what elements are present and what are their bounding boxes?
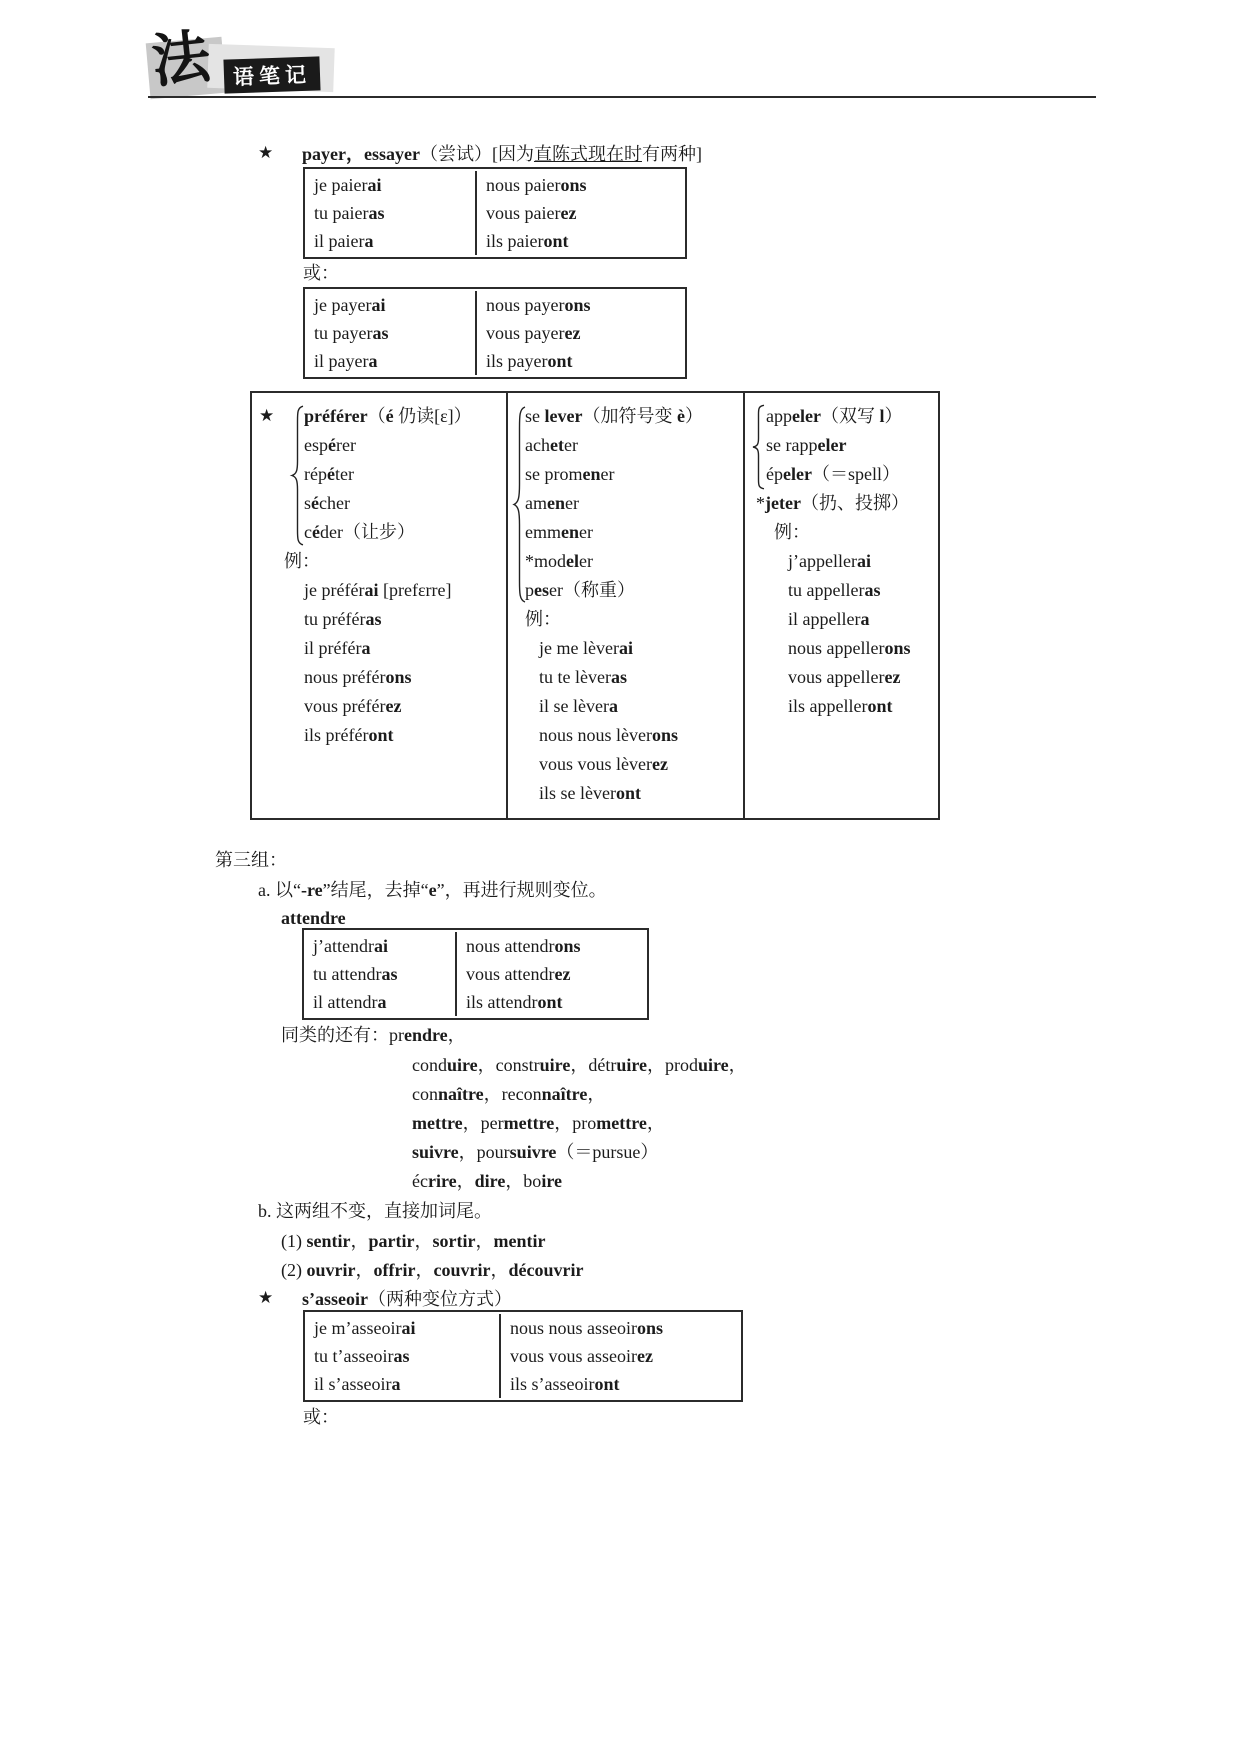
text-run: ons bbox=[564, 295, 591, 315]
text-run: ont bbox=[594, 1374, 620, 1394]
text-line: tu appelleras bbox=[788, 580, 881, 600]
payer-conjugation-table-1 bbox=[303, 167, 687, 259]
conjugation-row bbox=[305, 291, 685, 319]
conjugation-cell: vous payerez bbox=[486, 323, 581, 343]
conjugation-row bbox=[305, 199, 685, 227]
text-line: vous appellerez bbox=[788, 667, 901, 687]
text-line: acheter bbox=[525, 435, 578, 455]
text-line: ils se lèveront bbox=[539, 783, 641, 803]
conjugation-row bbox=[305, 171, 685, 199]
text-run: ai bbox=[373, 936, 388, 956]
text-run: mettre bbox=[596, 1113, 647, 1133]
text-run: eler bbox=[817, 435, 847, 455]
conjugation-cell: je paierai bbox=[305, 171, 477, 199]
text-run: partir bbox=[368, 1231, 415, 1251]
text-run: uire bbox=[539, 1055, 571, 1075]
attendre-conjugation-table bbox=[302, 928, 649, 1020]
text-run: offrir bbox=[373, 1260, 416, 1280]
text-run: naître bbox=[438, 1084, 484, 1104]
text-run: ons bbox=[884, 638, 911, 658]
text-run: sentir bbox=[306, 1231, 351, 1251]
text-run: ai bbox=[856, 551, 871, 571]
text-run: ons bbox=[560, 175, 587, 195]
text-run: couvrir bbox=[433, 1260, 491, 1280]
text-line: vous vous lèverez bbox=[539, 754, 668, 774]
conjugation-cell: vous vous asseoirez bbox=[510, 1346, 653, 1366]
asseoir-title: s’asseoir（两种变位方式） bbox=[302, 1289, 512, 1309]
conjugation-cell: je m’asseoirai bbox=[305, 1314, 501, 1342]
text-run: en bbox=[561, 522, 579, 542]
item-b-rule: b. 这两组不变，直接加词尾。 bbox=[258, 1201, 492, 1221]
asseoir-conjugation-table bbox=[303, 1310, 743, 1402]
text-run: el bbox=[566, 551, 580, 571]
text-run: ont bbox=[547, 351, 573, 371]
conjugation-row bbox=[305, 347, 685, 375]
text-run: eler bbox=[783, 464, 812, 484]
star-bullet: ★ bbox=[258, 143, 274, 162]
verb-list-1: (1) sentir，partir，sortir，mentir bbox=[281, 1231, 546, 1251]
text-run: eler bbox=[792, 406, 821, 426]
text-run: é bbox=[385, 406, 394, 426]
text-run: dire bbox=[474, 1171, 506, 1191]
text-line: emmener bbox=[525, 522, 593, 542]
text-run: a bbox=[361, 638, 371, 658]
similar-verbs-list bbox=[412, 1051, 747, 1196]
text-run: l bbox=[879, 406, 885, 426]
text-run: ai bbox=[364, 580, 379, 600]
item-a-rule: a. 以“-re”结尾，去掉“e”，再进行规则变位。 bbox=[258, 880, 607, 900]
conjugation-cell: il s’asseoira bbox=[305, 1370, 501, 1398]
text-run: ez bbox=[884, 667, 901, 687]
example-label: 例： bbox=[774, 522, 810, 542]
text-run: a bbox=[391, 1374, 401, 1394]
text-line: peser（称重） bbox=[525, 580, 635, 600]
text-run: en bbox=[582, 464, 601, 484]
text-run: a bbox=[608, 696, 618, 716]
text-line: suivre，poursuivre（＝pursue） bbox=[412, 1142, 659, 1162]
text-run: as bbox=[372, 323, 389, 343]
text-run: as bbox=[381, 964, 398, 984]
text-line: il se lèvera bbox=[539, 696, 618, 716]
brand-logo bbox=[146, 22, 346, 100]
text-run: ai bbox=[618, 638, 633, 658]
header-divider bbox=[148, 96, 1096, 98]
text-line: ils appelleront bbox=[788, 696, 893, 716]
text-run: rire bbox=[427, 1171, 457, 1191]
verb-groups-table bbox=[250, 391, 940, 820]
text-run: ons bbox=[554, 936, 581, 956]
text-line: conduire，construire，détruire，produire， bbox=[412, 1055, 747, 1075]
text-run: attendre bbox=[281, 908, 346, 928]
example-label: 例： bbox=[525, 609, 561, 629]
text-line: je préférai [prefɛrre] bbox=[304, 580, 452, 600]
logo-main-character: 法 bbox=[148, 22, 214, 96]
text-line: connaître，reconnaître， bbox=[412, 1084, 606, 1104]
text-line: il préféra bbox=[304, 638, 371, 658]
text-run: ont bbox=[867, 696, 893, 716]
text-run: mentir bbox=[493, 1231, 546, 1251]
conjugation-row bbox=[305, 1314, 741, 1342]
conjugation-cell: vous attendrez bbox=[466, 964, 571, 984]
text-run: ont bbox=[537, 992, 563, 1012]
conjugation-cell: il payera bbox=[305, 347, 477, 375]
text-run: jeter bbox=[765, 493, 801, 513]
text-run: as bbox=[368, 203, 385, 223]
text-run: -re bbox=[300, 880, 323, 900]
text-line: se lever（加符号变 è） bbox=[525, 406, 703, 426]
text-run: a bbox=[368, 351, 378, 371]
text-line: tu préféras bbox=[304, 609, 382, 629]
verb-list bbox=[525, 402, 743, 605]
or-label: 或： bbox=[303, 263, 339, 283]
conjugation-row bbox=[304, 932, 647, 960]
column-preferer-group bbox=[252, 393, 508, 818]
text-run: lever bbox=[544, 406, 583, 426]
text-run: en bbox=[547, 493, 565, 513]
conjugation-row bbox=[305, 1342, 741, 1370]
text-line: se promener bbox=[525, 464, 615, 484]
text-run: é bbox=[312, 522, 320, 542]
section-heading: 第三组： bbox=[215, 850, 287, 870]
conjugation-list bbox=[539, 634, 743, 808]
text-run: et bbox=[549, 435, 564, 455]
logo-subtitle: 语笔记 bbox=[223, 56, 320, 93]
text-line: se rappeler bbox=[766, 435, 847, 455]
text-line: je me lèverai bbox=[539, 638, 633, 658]
text-line: vous préférez bbox=[304, 696, 402, 716]
text-run: as bbox=[393, 1346, 410, 1366]
conjugation-cell: ils s’asseoiront bbox=[510, 1374, 620, 1394]
text-run: suivre bbox=[412, 1142, 459, 1162]
conjugation-row bbox=[305, 1370, 741, 1398]
conjugation-cell: il paiera bbox=[305, 227, 477, 255]
conjugation-list bbox=[788, 547, 938, 721]
text-line: nous préférons bbox=[304, 667, 412, 687]
brace-icon bbox=[290, 404, 305, 547]
conjugation-cell: tu payeras bbox=[305, 319, 477, 347]
conjugation-row bbox=[305, 319, 685, 347]
text-run: uire bbox=[447, 1055, 478, 1075]
text-run: ez bbox=[385, 696, 402, 716]
text-run: ont bbox=[368, 725, 394, 745]
payer-title: payer，essayer（尝试）[因为直陈式现在时有两种] bbox=[302, 144, 702, 164]
text-run: ons bbox=[651, 725, 678, 745]
text-run: s’asseoir bbox=[302, 1289, 368, 1309]
text-run: è bbox=[676, 406, 685, 426]
text-line: appeler（双写 l） bbox=[766, 406, 903, 426]
text-run: a bbox=[860, 609, 870, 629]
text-run: ez bbox=[651, 754, 668, 774]
text-line: *modeler bbox=[525, 551, 593, 571]
text-line: nous appellerons bbox=[788, 638, 911, 658]
text-run: as bbox=[864, 580, 881, 600]
text-run: ouvrir bbox=[306, 1260, 356, 1280]
text-line: préférer（é 仍读[ɛ]） bbox=[304, 406, 472, 426]
column-appeler-group bbox=[745, 393, 938, 818]
text-run: naître bbox=[541, 1084, 588, 1104]
brace-icon bbox=[751, 404, 766, 490]
text-run: ont bbox=[615, 783, 641, 803]
text-run: 直陈式现在时 bbox=[533, 144, 642, 164]
text-line: sécher bbox=[304, 493, 350, 513]
text-run: é bbox=[326, 464, 335, 484]
text-line: amener bbox=[525, 493, 579, 513]
text-run: as bbox=[610, 667, 627, 687]
text-line: il appellera bbox=[788, 609, 870, 629]
text-run: as bbox=[365, 609, 382, 629]
conjugation-cell: ils paieront bbox=[486, 231, 569, 251]
text-run: ons bbox=[637, 1318, 664, 1338]
or-label: 或： bbox=[303, 1407, 339, 1427]
conjugation-cell: vous paierez bbox=[486, 203, 577, 223]
conjugation-cell: ils attendront bbox=[466, 992, 563, 1012]
text-run: ont bbox=[543, 231, 569, 251]
text-run: ez bbox=[560, 203, 577, 223]
brace-icon bbox=[512, 404, 527, 605]
text-run: ire bbox=[541, 1171, 562, 1191]
conjugation-cell: tu paieras bbox=[305, 199, 477, 227]
text-run: a bbox=[377, 992, 387, 1012]
text-run: ez bbox=[564, 323, 581, 343]
verb-list bbox=[766, 402, 938, 489]
text-line: céder（让步） bbox=[304, 522, 415, 542]
conjugation-cell: nous nous asseoirons bbox=[510, 1318, 664, 1338]
text-run: é bbox=[328, 435, 336, 455]
text-run: ez bbox=[637, 1346, 653, 1366]
text-run: es bbox=[534, 580, 549, 600]
text-line: j’appellerai bbox=[788, 551, 871, 571]
text-run: ez bbox=[554, 964, 571, 984]
text-run: ai bbox=[401, 1318, 416, 1338]
text-line: espérer bbox=[304, 435, 356, 455]
text-run: sortir bbox=[432, 1231, 476, 1251]
payer-conjugation-table-2 bbox=[303, 287, 687, 379]
text-line: ils préféront bbox=[304, 725, 394, 745]
conjugation-row bbox=[304, 988, 647, 1016]
text-line: tu te lèveras bbox=[539, 667, 627, 687]
star-bullet: ★ bbox=[258, 1288, 274, 1307]
verb-list bbox=[304, 402, 506, 547]
conjugation-list bbox=[304, 576, 506, 750]
conjugation-cell: tu t’asseoiras bbox=[305, 1342, 501, 1370]
conjugation-cell: il attendra bbox=[304, 988, 457, 1016]
verb-list-2: (2) ouvrir，offrir，couvrir，découvrir bbox=[281, 1260, 584, 1280]
text-run: suivre bbox=[509, 1142, 557, 1162]
conjugation-cell: nous payerons bbox=[486, 295, 591, 315]
text-run: endre bbox=[404, 1025, 448, 1045]
text-line: nous nous lèverons bbox=[539, 725, 678, 745]
text-run: découvrir bbox=[508, 1260, 584, 1280]
conjugation-cell: j’attendrai bbox=[304, 932, 457, 960]
conjugation-row bbox=[305, 227, 685, 255]
text-run: ons bbox=[385, 667, 412, 687]
example-label: 例： bbox=[284, 551, 320, 571]
conjugation-cell: je payerai bbox=[305, 291, 477, 319]
text-run: e bbox=[428, 880, 437, 900]
text-run: é bbox=[311, 493, 320, 513]
text-line: épeler（＝spell） bbox=[766, 464, 900, 484]
text-run: ai bbox=[371, 295, 386, 315]
star-bullet: ★ bbox=[259, 406, 275, 425]
text-run: mettre bbox=[503, 1113, 555, 1133]
text-line: mettre，permettre，promettre， bbox=[412, 1113, 665, 1133]
text-line: répéter bbox=[304, 464, 354, 484]
conjugation-cell: nous attendrons bbox=[466, 936, 581, 956]
text-run: uire bbox=[698, 1055, 729, 1075]
conjugation-cell: tu attendras bbox=[304, 960, 457, 988]
text-run: payer，essayer bbox=[302, 144, 420, 164]
text-run: mettre bbox=[412, 1113, 463, 1133]
text-run: ai bbox=[367, 175, 382, 195]
text-run: a bbox=[364, 231, 374, 251]
conjugation-cell: nous paierons bbox=[486, 175, 587, 195]
similar-verbs-intro: 同类的还有：prendre， bbox=[281, 1025, 466, 1045]
column-lever-group bbox=[508, 393, 745, 818]
text-run: préférer bbox=[304, 406, 368, 426]
conjugation-cell: ils payeront bbox=[486, 351, 573, 371]
text-line: écrire，dire，boire bbox=[412, 1171, 562, 1191]
conjugation-row bbox=[304, 960, 647, 988]
verb-item-jeter: *jeter（扔、投掷） bbox=[756, 493, 909, 513]
text-run: uire bbox=[616, 1055, 647, 1075]
